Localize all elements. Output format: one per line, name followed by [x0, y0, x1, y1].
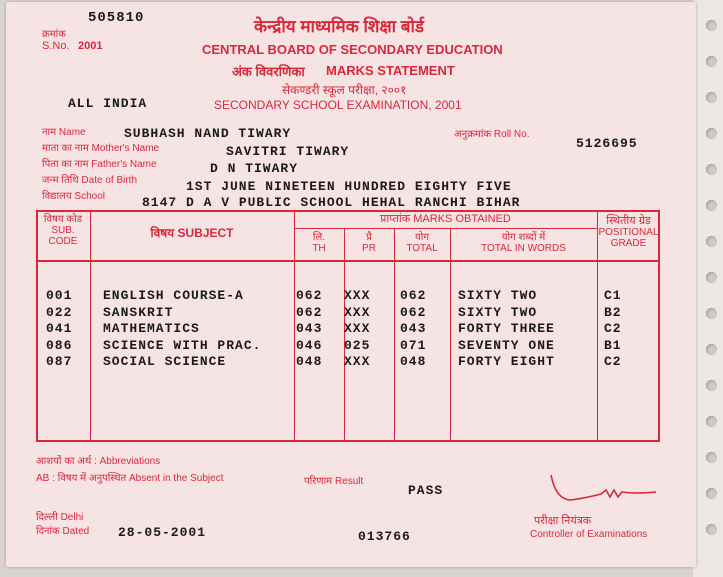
- cell-total: 062: [400, 304, 427, 320]
- sno-label-hi: क्रमांक: [42, 29, 66, 40]
- perforation-hole: [706, 20, 717, 31]
- controller-label-en: Controller of Examinations: [530, 529, 648, 540]
- cell-grade: C2: [604, 354, 622, 369]
- result-value: PASS: [408, 483, 444, 498]
- cell-pr: XXX: [344, 321, 371, 336]
- serial-number: 505810: [88, 10, 145, 26]
- cell-subject: SCIENCE WITH PRAC.: [103, 337, 262, 353]
- cell-subject: ENGLISH COURSE-A: [103, 288, 244, 303]
- date-label-en: Dated: [62, 526, 90, 537]
- header-practical: प्रै PR: [362, 232, 376, 254]
- controller-label-hi: परीक्षा नियंत्रक: [534, 515, 592, 527]
- roll-number: 5126695: [576, 136, 638, 151]
- result-label-hi: परिणाम: [304, 476, 333, 487]
- perforation-hole: [706, 380, 717, 391]
- board-title-hi: केन्द्रीय माध्यमिक शिक्षा बोर्ड: [254, 17, 424, 36]
- cell-code: 001: [46, 288, 73, 303]
- marks-statement-sheet: [6, 2, 696, 567]
- date-of-birth: 1ST JUNE NINETEEN HUNDRED EIGHTY FIVE: [186, 179, 512, 194]
- absent-note: AB : विषय में अनुपस्थित Absent in the Subject: [36, 473, 224, 484]
- cell-grade: C2: [604, 321, 622, 336]
- cell-pr: XXX: [344, 288, 371, 303]
- perforation-hole: [706, 236, 717, 247]
- cell-th: 048: [296, 354, 323, 369]
- header-marks-obtained: प्राप्तांक MARKS OBTAINED: [380, 213, 511, 225]
- exam-title-en: SECONDARY SCHOOL EXAMINATION, 2001: [214, 98, 462, 112]
- sno-value: 2001: [78, 40, 103, 52]
- cell-grade: B1: [604, 337, 622, 353]
- perforation-hole: [706, 416, 717, 427]
- roll-label-en: Roll No.: [493, 129, 530, 140]
- perforation-hole: [706, 524, 717, 535]
- document-number: 013766: [358, 529, 411, 544]
- cell-total: 048: [400, 354, 427, 369]
- candidate-name: SUBHASH NAND TIWARY: [124, 126, 292, 141]
- school-name: 8147 D A V PUBLIC SCHOOL HEHAL RANCHI BIHAR: [142, 195, 521, 210]
- controller-signature: [546, 470, 676, 510]
- dob-label-hi: जन्म तिथि: [42, 175, 79, 186]
- cell-words: SEVENTY ONE: [458, 337, 555, 353]
- sno-label-en: S.No.: [42, 40, 70, 52]
- cell-words: FORTY EIGHT: [458, 354, 555, 369]
- cell-th: 043: [296, 321, 323, 336]
- cell-th: 062: [296, 304, 323, 320]
- statement-title-hi: अंक विवरणिका: [232, 64, 305, 79]
- header-theory: लि. TH: [312, 232, 326, 254]
- mother-label-hi: माता का नाम: [42, 143, 89, 154]
- perforation-hole: [706, 92, 717, 103]
- exam-title-hi: सेकण्डरी स्कूल परीक्षा, २००१: [282, 83, 407, 97]
- roll-label-hi: अनुक्रमांक: [454, 129, 492, 140]
- cell-grade: B2: [604, 304, 622, 320]
- mother-name: SAVITRI TIWARY: [226, 144, 350, 159]
- statement-title-en: MARKS STATEMENT: [326, 63, 455, 78]
- perforation-hole: [706, 344, 717, 355]
- cell-th: 062: [296, 288, 323, 303]
- header-total-words: योग शब्दों में TOTAL IN WORDS: [481, 232, 566, 254]
- cell-words: FORTY THREE: [458, 321, 555, 336]
- dob-label-en: Date of Birth: [81, 175, 138, 186]
- cell-subject: SOCIAL SCIENCE: [103, 354, 227, 369]
- cell-total: 062: [400, 288, 427, 303]
- perforation-hole: [706, 164, 717, 175]
- abbr-label-en: : Abbreviations: [94, 456, 161, 467]
- header-grade: स्थितीय ग्रेड POSITIONAL GRADE: [598, 215, 659, 249]
- cell-th: 046: [296, 337, 323, 353]
- cell-subject: SANSKRIT: [103, 304, 174, 320]
- cell-code: 086: [46, 337, 73, 353]
- date-label-hi: दिनांक: [36, 526, 60, 537]
- header-total: योग TOTAL: [406, 232, 438, 254]
- father-label-en: Father's Name: [91, 159, 157, 170]
- cell-total: 043: [400, 321, 427, 336]
- school-label-hi: विद्यालय: [42, 191, 72, 202]
- perforation-hole: [706, 452, 717, 463]
- perforation-hole: [706, 128, 717, 139]
- cell-pr: XXX: [344, 304, 371, 320]
- cell-code: 087: [46, 354, 73, 369]
- abbr-label-hi: आशयों का अर्थ: [36, 456, 92, 467]
- board-title-en: CENTRAL BOARD OF SECONDARY EDUCATION: [202, 42, 503, 57]
- result-label-en: Result: [334, 476, 364, 487]
- school-label-en: School: [74, 191, 105, 202]
- region: ALL INDIA: [68, 96, 148, 111]
- mother-label-en: Mother's Name: [91, 143, 160, 154]
- cell-words: SIXTY TWO: [458, 288, 538, 303]
- cell-pr: XXX: [344, 354, 371, 369]
- cell-total: 071: [400, 337, 427, 353]
- place-label-en: Delhi: [60, 512, 84, 523]
- perforation-hole: [706, 56, 717, 67]
- cell-grade: C1: [604, 288, 622, 303]
- cell-words: SIXTY TWO: [458, 304, 538, 320]
- cell-code: 041: [46, 321, 73, 336]
- name-label-hi: नाम: [42, 127, 57, 138]
- issue-date: 28-05-2001: [118, 525, 207, 540]
- perforation-hole: [706, 488, 717, 499]
- place-label-hi: दिल्ली: [36, 512, 58, 523]
- father-label-hi: पिता का नाम: [42, 159, 89, 170]
- perforation-hole: [706, 308, 717, 319]
- cell-code: 022: [46, 304, 73, 320]
- perforation-hole: [706, 272, 717, 283]
- cell-subject: MATHEMATICS: [103, 321, 200, 336]
- father-name: D N TIWARY: [210, 161, 299, 176]
- cell-pr: 025: [344, 337, 371, 353]
- header-code: विषय कोड SUB. CODE: [43, 214, 83, 247]
- name-label-en: Name: [58, 127, 86, 138]
- perforation-hole: [706, 200, 717, 211]
- header-subject: विषय SUBJECT: [150, 226, 234, 240]
